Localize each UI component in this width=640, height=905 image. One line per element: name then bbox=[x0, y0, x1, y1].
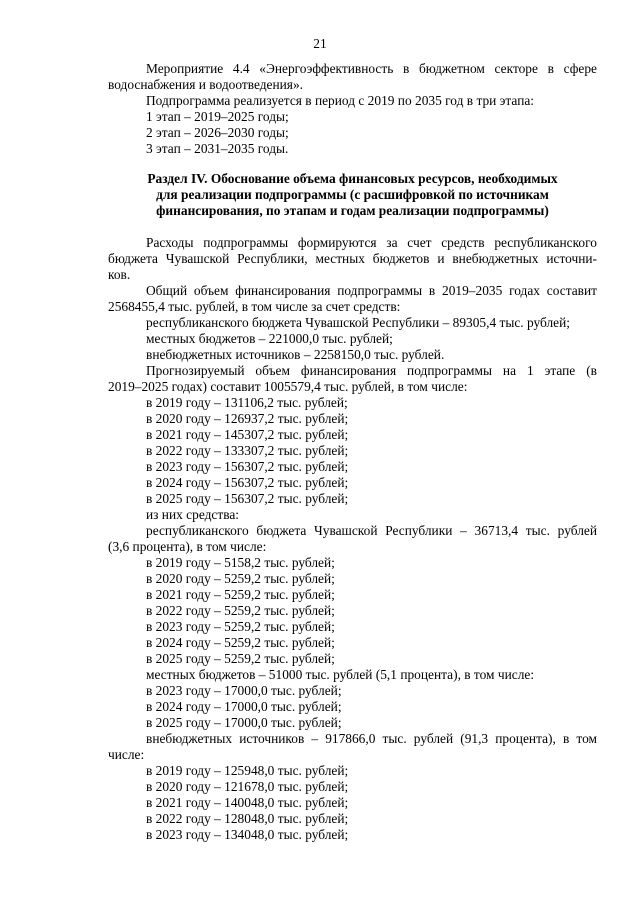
stage1-year-item: в 2024 году – 156307,2 тыс. рублей; bbox=[146, 475, 349, 490]
expenses-line-1: Расходы подпрограммы формируются за счет средств республиканского bbox=[146, 235, 597, 250]
stage1-year-item: в 2023 году – 156307,2 тыс. рублей; bbox=[146, 459, 349, 474]
stage-item: 1 этап – 2019–2025 годы; bbox=[146, 109, 289, 124]
local-year-item: в 2023 году – 17000,0 тыс. рублей; bbox=[146, 683, 342, 698]
extra-year-item: в 2020 году – 121678,0 тыс. рублей; bbox=[146, 779, 349, 794]
extra-line-1: внебюджетных источников – 917866,0 тыс. рублей (91,3 процента), в том bbox=[146, 731, 597, 746]
stage1-year-item: в 2021 году – 145307,2 тыс. рублей; bbox=[146, 427, 349, 442]
total-line-2: 2568455,4 тыс. рублей, в том числе за счет средств: bbox=[108, 299, 401, 314]
total-line-1: Общий объем финансирования подпрограммы в 2019–2035 годах составит bbox=[146, 283, 597, 298]
expenses-line-3: ков. bbox=[108, 267, 131, 282]
republic-year-item: в 2021 году – 5259,2 тыс. рублей; bbox=[146, 587, 335, 602]
local-line-1: местных бюджетов – 51000 тыс. рублей (5,1 процента), в том числе: bbox=[146, 667, 535, 682]
stage-item: 2 этап – 2026–2030 годы; bbox=[146, 125, 289, 140]
page-number: 21 bbox=[313, 36, 327, 51]
extra-line-2: числе: bbox=[108, 747, 145, 762]
republic-line-1: республиканского бюджета Чувашской Республики – 36713,4 тыс. рублей bbox=[146, 523, 597, 538]
stage1-line-1: Прогнозируемый объем финансирования подпрограммы на 1 этапе (в bbox=[146, 363, 597, 378]
republic-year-item: в 2022 году – 5259,2 тыс. рублей; bbox=[146, 603, 335, 618]
of-which-line: из них средства: bbox=[146, 507, 240, 522]
stage1-year-item: в 2019 году – 131106,2 тыс. рублей; bbox=[146, 395, 348, 410]
expenses-line-2: бюджета Чувашской Республики, местных бюджетов и внебюджетных источни- bbox=[108, 251, 597, 266]
stage1-year-item: в 2025 году – 156307,2 тыс. рублей; bbox=[146, 491, 349, 506]
measure-line-2: водоснабжения и водоотведения». bbox=[108, 77, 304, 92]
extra-year-item: в 2019 году – 125948,0 тыс. рублей; bbox=[146, 763, 349, 778]
total-source-item: местных бюджетов – 221000,0 тыс. рублей; bbox=[146, 331, 393, 346]
section-heading-line: Раздел IV. Обоснование объема финансовых ресурсов, необходимых bbox=[147, 171, 558, 186]
total-source-item: внебюджетных источников – 2258150,0 тыс. рублей. bbox=[146, 347, 445, 362]
republic-line-2: (3,6 процента), в том числе: bbox=[108, 539, 267, 554]
local-year-item: в 2024 году – 17000,0 тыс. рублей; bbox=[146, 699, 342, 714]
extra-year-item: в 2021 году – 140048,0 тыс. рублей; bbox=[146, 795, 349, 810]
stage1-line-2: 2019–2025 годах) составит 1005579,4 тыс. рублей, в том числе: bbox=[108, 379, 468, 394]
section-heading-line: финансирования, по этапам и годам реализации подпрограммы) bbox=[156, 203, 549, 218]
section-heading-line: для реализации подпрограммы (с расшифровкой по источникам bbox=[156, 187, 549, 202]
stage-item: 3 этап – 2031–2035 годы. bbox=[146, 141, 289, 156]
local-year-item: в 2025 году – 17000,0 тыс. рублей; bbox=[146, 715, 342, 730]
measure-line-1: Мероприятие 4.4 «Энергоэффективность в бюджетном секторе в сфере bbox=[146, 61, 597, 76]
republic-year-item: в 2023 году – 5259,2 тыс. рублей; bbox=[146, 619, 335, 634]
republic-year-item: в 2025 году – 5259,2 тыс. рублей; bbox=[146, 651, 335, 666]
extra-year-item: в 2022 году – 128048,0 тыс. рублей; bbox=[146, 811, 349, 826]
republic-year-item: в 2020 году – 5259,2 тыс. рублей; bbox=[146, 571, 335, 586]
republic-year-item: в 2019 году – 5158,2 тыс. рублей; bbox=[146, 555, 335, 570]
extra-year-item: в 2023 году – 134048,0 тыс. рублей; bbox=[146, 827, 349, 842]
period-line: Подпрограмма реализуется в период с 2019 по 2035 год в три этапа: bbox=[146, 93, 535, 108]
stage1-year-item: в 2022 году – 133307,2 тыс. рублей; bbox=[146, 443, 349, 458]
total-source-item: республиканского бюджета Чувашской Республики – 89305,4 тыс. рублей; bbox=[146, 315, 571, 330]
stage1-year-item: в 2020 году – 126937,2 тыс. рублей; bbox=[146, 411, 349, 426]
republic-year-item: в 2024 году – 5259,2 тыс. рублей; bbox=[146, 635, 335, 650]
